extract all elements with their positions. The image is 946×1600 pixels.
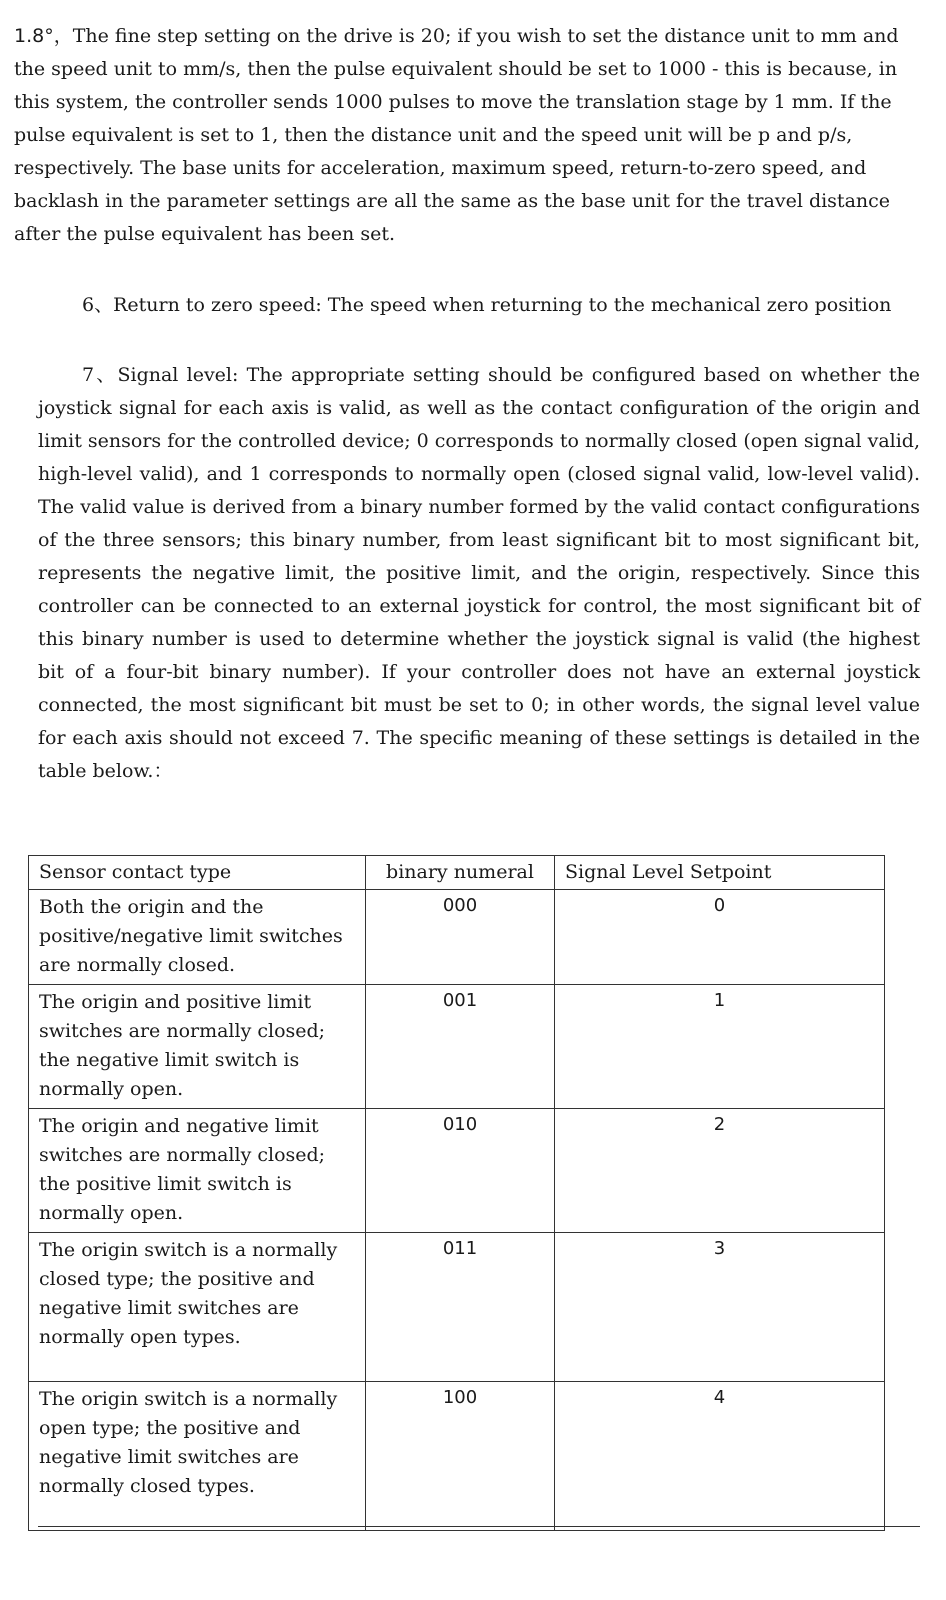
row-setpoint: 4 [555, 1382, 885, 1531]
intro-text: ，The fine step setting on the drive is 20; if you wish to set the distance unit to mm and the speed unit to mm/s, then the pulse equivalent should be set to 1000 - this is because, in this system, the controller sends 1000 pulses to move the translation stage by 1 mm. If the pulse equivalent is set to 1, then the distance unit and the speed unit will be p and p/s, respectively. The base units for acceleration, maximum speed, return-to-zero speed, and backlash in the parameter settings are all the same as the base unit for the travel distance after the pulse equivalent has been set. [14, 25, 899, 245]
row-desc: The origin switch is a normally open type; the positive and negative limit switches are normally closed types. [29, 1382, 366, 1531]
header-signal-level-setpoint: Signal Level Setpoint [555, 856, 885, 890]
table-row [29, 890, 885, 985]
table-row [29, 1382, 885, 1531]
row-setpoint: 0 [555, 890, 885, 985]
row-desc: The origin and positive limit switches are normally closed; the negative limit switch is normally open. [29, 985, 366, 1109]
row-desc: The origin switch is a normally closed type; the positive and negative limit switches are normally open types. [29, 1233, 366, 1382]
header-binary-numeral: binary numeral [366, 856, 555, 890]
table-header-row [29, 856, 885, 890]
row-setpoint: 1 [555, 985, 885, 1109]
intro-paragraph [14, 20, 926, 251]
row-binary: 100 [366, 1382, 555, 1531]
table-row [29, 1109, 885, 1233]
item-6-return-to-zero-speed: 6、Return to zero speed: The speed when returning to the mechanical zero position [82, 294, 892, 316]
signal-level-table [28, 855, 885, 1531]
item-7-signal-level: 7、Signal level: The appropriate setting should be configured based on whether the joystick signal for each axis is valid, as well as the contact configuration of the origin and limit sensors for the controlled device; 0 corresponds to normally closed (open signal valid, high-level valid), and 1 corresponds to normally open (closed signal valid, low-level valid). The valid value is derived from a binary number formed by the valid contact configurations of the three sensors; this binary number, from least significant bit to most significant bit, represents the negative limit, the positive limit, and the origin, respectively. Since this controller can be connected to an external joystick for control, the most significant bit of this binary number is used to determine whether the joystick signal is valid (the highest bit of a four-bit binary number). If your controller does not have an external joystick connected, the most significant bit must be set to 0; in other words, the signal level value for each axis should not exceed 7. The specific meaning of these settings is detailed in the table below.： [38, 364, 920, 782]
row-setpoint: 2 [555, 1109, 885, 1233]
row-desc: Both the origin and the positive/negative limit switches are normally closed. [29, 890, 366, 985]
row-binary: 000 [366, 890, 555, 985]
row-binary: 011 [366, 1233, 555, 1382]
table-row [29, 985, 885, 1109]
table-row [29, 1233, 885, 1382]
row-setpoint: 3 [555, 1233, 885, 1382]
step-angle-value: 1.8° [14, 25, 54, 47]
bottom-divider [38, 1526, 920, 1527]
row-binary: 010 [366, 1109, 555, 1233]
row-desc: The origin and negative limit switches are normally closed; the positive limit switch is normally open. [29, 1109, 366, 1233]
header-sensor-contact-type: Sensor contact type [29, 856, 366, 890]
row-binary: 001 [366, 985, 555, 1109]
